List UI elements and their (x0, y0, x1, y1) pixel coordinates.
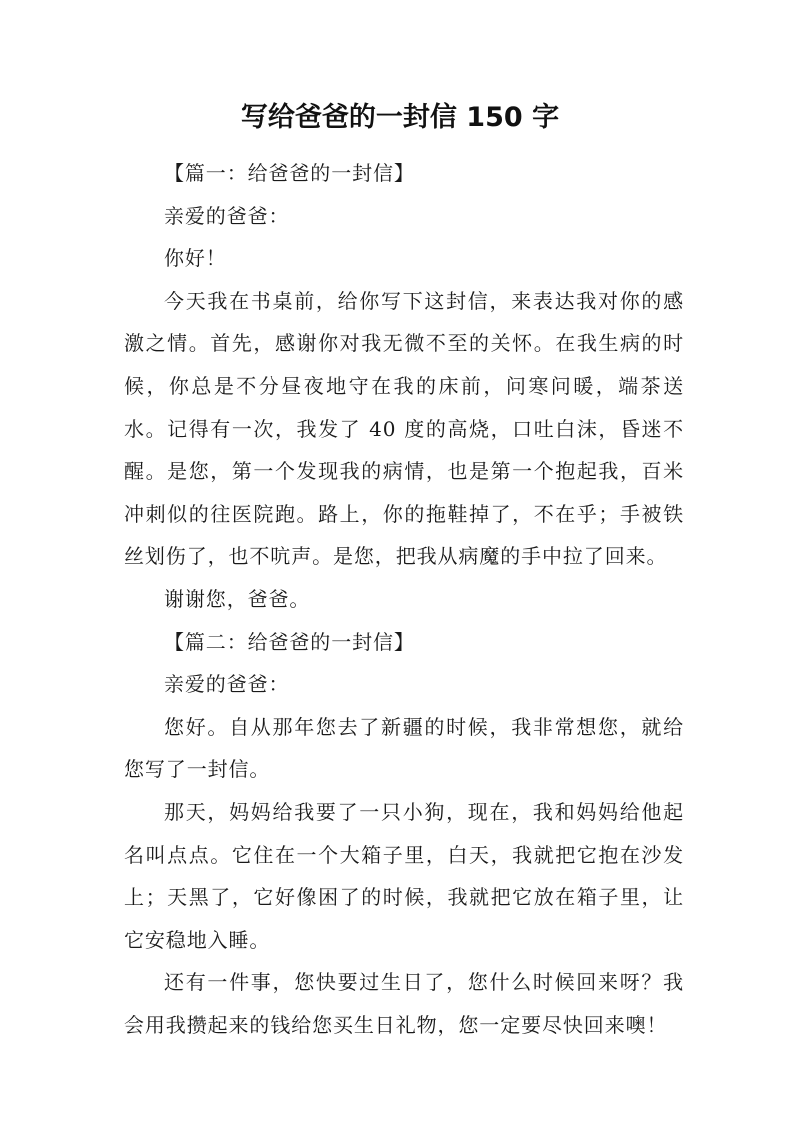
section-heading-2: 【篇二：给爸爸的一封信】 (164, 629, 415, 654)
closing-1: 谢谢您，爸爸。 (164, 586, 311, 611)
body-paragraph-1: 今天我在书桌前，给你写下这封信，来表达我对你的感激之情。首先，感谢你对我无微不至的关怀。在我生病的时候，你总是不分昼夜地守在我的床前，问寒问暖，端茶送水。记得有一次，我发了 40 度的高烧，口吐白沫，昏迷不醒。是您，第一个发现我的病情，也是第一个抱起我，百米冲刺似的往医院跑。路上，你的拖鞋掉了，不在乎；手被铁丝划伤了，也不吭声。是您，把我从病魔的手中拉了回来。 (124, 288, 684, 569)
greeting-1: 你好！ (164, 246, 227, 271)
salutation-1: 亲爱的爸爸： (164, 203, 290, 228)
body-paragraph-3: 那天，妈妈给我要了一只小狗，现在，我和妈妈给他起名叫点点。它住在一个大箱子里，白天，我就把它抱在沙发上；天黑了，它好像困了的时候，我就把它放在箱子里，让它安稳地入睡。 (124, 799, 684, 952)
body-paragraph-2: 您好。自从那年您去了新疆的时候，我非常想您，就给您写了一封信。 (124, 714, 684, 782)
section-heading-1: 【篇一：给爸爸的一封信】 (164, 161, 415, 185)
document-title: 写给爸爸的一封信 150 字 (240, 102, 560, 133)
body-paragraph-4: 还有一件事，您快要过生日了，您什么时候回来呀？我会用我攒起来的钱给您买生日礼物，您一定要尽快回来噢！ (124, 970, 684, 1037)
salutation-2: 亲爱的爸爸： (164, 672, 290, 697)
document-body (124, 152, 684, 1046)
